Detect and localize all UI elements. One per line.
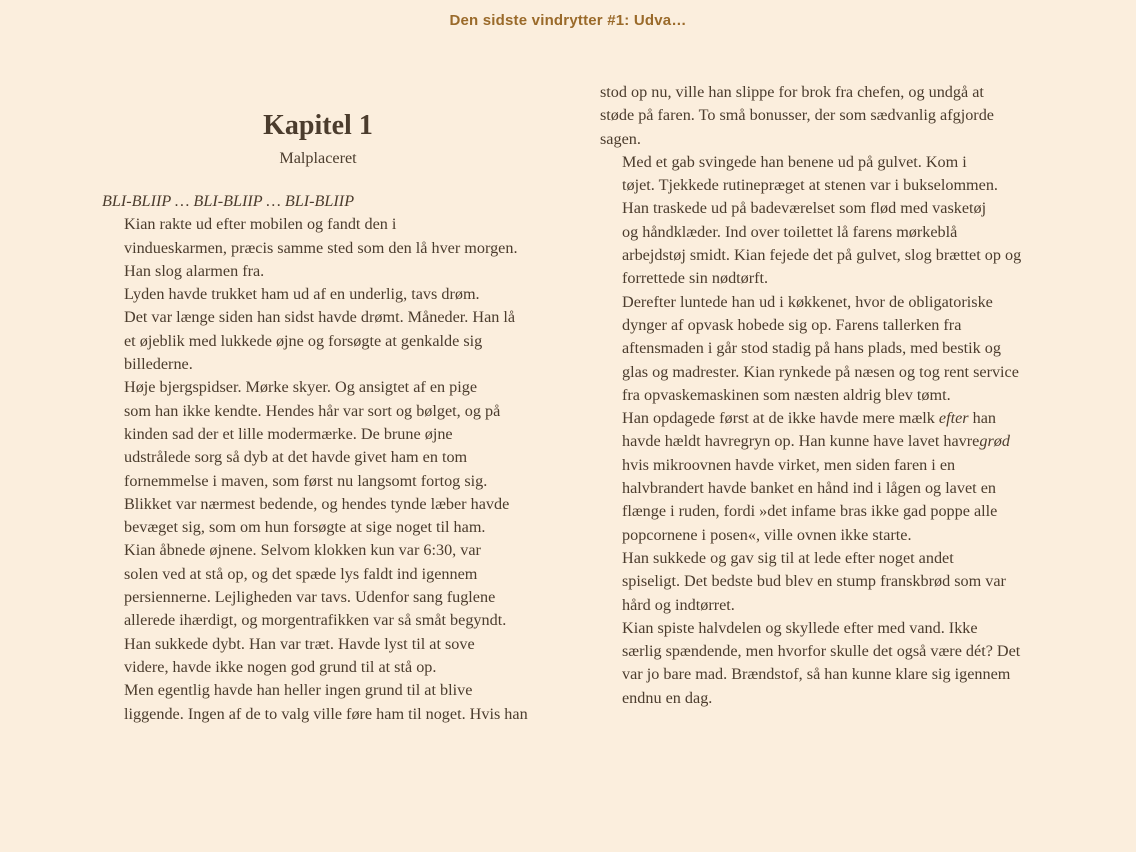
- text-line: dynger af opvask hobede sig op. Farens tallerken fra: [622, 315, 962, 334]
- text-line: aftensmaden i går stod stadig på hans plads, med bestik og: [622, 339, 1001, 358]
- paragraph: [102, 376, 542, 539]
- text-line: havde hældt havregryn op. Han kunne have lavet havregrød: [622, 432, 1010, 451]
- text-line: Høje bjergspidser. Mørke skyer. Og ansigtet af en pige: [124, 378, 478, 397]
- text-line: billederne.: [124, 355, 193, 374]
- text-line: endnu en dag.: [622, 688, 713, 707]
- text-line: og håndklæder. Ind over toilettet lå farens mørkeblå: [622, 222, 958, 241]
- paragraph: [102, 539, 542, 632]
- text-line: popcornene i posen«, ville ovnen ikke starte.: [622, 525, 912, 544]
- text-line: stod op nu, ville han slippe for brok fra chefen, og undgå at: [600, 83, 984, 101]
- paragraph: [600, 197, 1040, 290]
- paragraph: [600, 617, 1040, 710]
- text-line: hård og indtørret.: [622, 595, 735, 614]
- text-line: liggende. Ingen af de to valg ville føre ham til noget. Hvis han: [124, 704, 528, 723]
- text-line: bevæget sig, som om hun forsøgte at sige noget til ham.: [124, 518, 486, 537]
- paragraph: [600, 291, 1040, 407]
- paragraph: [600, 151, 1040, 198]
- text-line: udstrålede sorg så dyb at det havde givet ham en tom: [124, 448, 468, 467]
- text-line: sagen.: [600, 129, 641, 148]
- text-line: videre, havde ikke nogen god grund til at stå op.: [124, 657, 437, 676]
- text-line: som han ikke kendte. Hendes hår var sort og bølget, og på: [124, 401, 501, 420]
- text-line: kinden sad der et lille modermærke. De brune øjne: [124, 424, 453, 443]
- text-line: Det var længe siden han sidst havde drømt. Måneder. Han lå: [124, 308, 516, 327]
- paragraph: [102, 679, 542, 726]
- text-line: støde på faren. To små bonusser, der som sædvanlig afgjorde: [600, 106, 994, 125]
- paragraph: [102, 283, 542, 376]
- text-line: allerede ihærdigt, og morgentrafikken var så småt begyndt.: [124, 611, 507, 630]
- left-page-text: [102, 213, 542, 726]
- alarm-sound-text: BLI-BLIIP … BLI-BLIIP … BLI-BLIIP: [102, 192, 355, 210]
- chapter-subtitle: Malplaceret: [279, 149, 357, 167]
- text-line: fornemmelse i maven, som først nu langsomt fortog sig.: [124, 471, 488, 490]
- text-line: spiseligt. Det bedste bud blev en stump franskbrød som var: [622, 572, 1006, 591]
- text-line: Kian rakte ud efter mobilen og fandt den i: [124, 215, 397, 234]
- emphasis: efter: [938, 409, 969, 428]
- text-line: forrettede sin nødtørft.: [622, 269, 769, 288]
- text-line: Han sukkede dybt. Han var træt. Havde lyst til at sove: [124, 634, 475, 653]
- text-line: et øjeblik med lukkede øjne og forsøgte at genkalde sig: [124, 331, 483, 350]
- text-line: tøjet. Tjekkede rutinepræget at stenen var i bukselommen.: [622, 176, 998, 195]
- chapter-title: Kapitel 1: [263, 110, 373, 141]
- text-line: vindueskarmen, præcis samme sted som den lå hver morgen.: [124, 238, 518, 257]
- text-line: Med et gab svingede han benene ud på gulvet. Kom i: [622, 152, 967, 171]
- text-line: halvbrandert havde banket en hånd ind i lågen og lavet en: [622, 479, 996, 498]
- text-line: Men egentlig havde han heller ingen grund til at blive: [124, 681, 473, 700]
- text-line: arbejdstøj smidt. Kian fejede det på gulvet, slog brættet op og: [622, 246, 1022, 265]
- text-line: Han opdagede først at de ikke havde mere mælk efter han: [622, 409, 996, 428]
- paragraph: [102, 633, 542, 680]
- text-line: flænge i ruden, fordi »det infame bras ikke gad poppe alle: [622, 502, 998, 521]
- text-line: Han traskede ud på badeværelset som flød med vasketøj: [622, 199, 987, 218]
- text-line: Kian åbnede øjnene. Selvom klokken kun var 6:30, var: [124, 541, 481, 560]
- text-line: Lyden havde trukket ham ud af en underlig, tavs drøm.: [124, 285, 480, 304]
- text-line: særlig spændende, men hvorfor skulle det også være dét? Det: [622, 642, 1021, 661]
- text-line: var jo bare mad. Brændstof, så han kunne klare sig igennem: [622, 665, 1011, 684]
- text-line: Han sukkede og gav sig til at lede efter noget andet: [622, 548, 954, 567]
- text-line: persiennerne. Lejligheden var tavs. Udenfor sang fuglene: [124, 588, 496, 607]
- text-line: glas og madrester. Kian rynkede på næsen og tog rent service: [622, 362, 1019, 381]
- text-line: Derefter luntede han ud i køkkenet, hvor de obligatoriske: [622, 292, 993, 311]
- right-page: [600, 81, 1040, 710]
- text-line: fra opvaskemaskinen som næsten aldrig blev tømt.: [622, 385, 951, 404]
- paragraph: [600, 407, 1040, 547]
- paragraph: [600, 547, 1040, 617]
- book-title[interactable]: Den sidste vindrytter #1: Udva…: [449, 12, 687, 29]
- emphasis: grød: [979, 432, 1010, 451]
- text-line: solen ved at stå op, og det spæde lys faldt ind igennem: [124, 564, 478, 583]
- left-page: [102, 104, 542, 726]
- text-line: hvis mikroovnen havde virket, men siden faren i en: [622, 455, 956, 474]
- paragraph: [102, 213, 542, 283]
- text-line: Han slog alarmen fra.: [124, 261, 265, 280]
- text-line: Blikket var nærmest bedende, og hendes tynde læber havde: [124, 494, 510, 513]
- text-line: Kian spiste halvdelen og skyllede efter med vand. Ikke: [622, 618, 978, 637]
- paragraph: [600, 81, 1040, 151]
